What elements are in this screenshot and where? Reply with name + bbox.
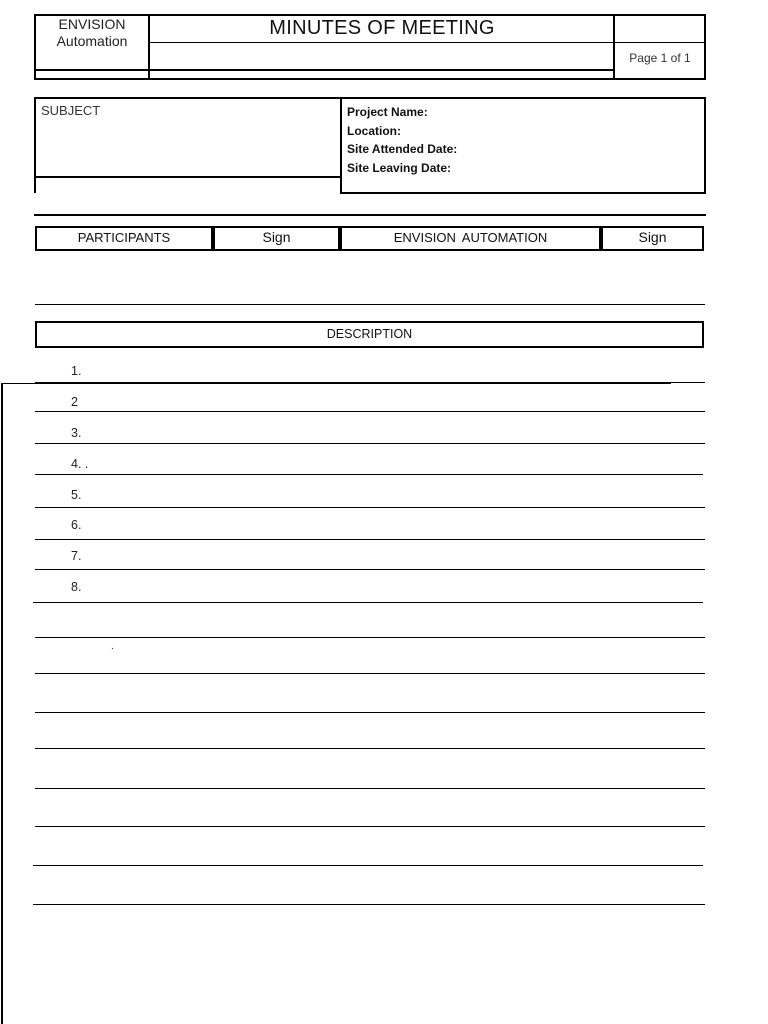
ruled-line [35, 637, 705, 638]
header-bottom-inner [35, 69, 614, 71]
project-info-bottom [340, 192, 706, 194]
participants-row-rule [35, 304, 705, 305]
subject-divider [340, 97, 342, 193]
subject-left-border [34, 97, 36, 193]
site-leaving-date-label: Site Leaving Date: [347, 160, 452, 175]
ruled-line [33, 602, 703, 603]
ruled-line [35, 443, 705, 444]
company-name [36, 16, 148, 50]
item-number-4: 4. . [71, 457, 89, 471]
project-name-label: Project Name: [347, 105, 428, 119]
ruled-line [35, 673, 705, 674]
item-number-8: 8. [71, 580, 82, 594]
ruled-line [35, 411, 705, 412]
page-number: Page 1 of 1 [629, 51, 691, 65]
ruled-line [35, 474, 703, 475]
item-number-7: 7. [71, 549, 82, 563]
ruled-line [33, 904, 705, 905]
item-number-6: 6. [71, 518, 82, 532]
stray-mark: . [111, 641, 114, 652]
item-number-1: 1. [71, 364, 82, 378]
document-title: MINUTES OF MEETING [269, 17, 495, 39]
item-number-5: 5. [71, 488, 82, 502]
item-number-2: 2 [71, 395, 78, 409]
site-attended-date-label: Site Attended Date: [347, 142, 458, 156]
location-label: Location: [347, 123, 401, 138]
subject-top-border [34, 97, 706, 99]
left-margin-line [1, 383, 3, 1024]
participants-header: PARTICIPANTS [35, 226, 213, 251]
left-margin-top [1, 383, 671, 384]
subject-right-border [704, 97, 706, 194]
subject-label: SUBJECT [41, 103, 101, 118]
company-line-2: Automation [56, 33, 128, 49]
subject-inner-bottom [34, 176, 342, 178]
participants-sign-header: Sign [213, 226, 340, 251]
ruled-line [35, 826, 705, 827]
company-line-1: ENVISION [58, 16, 126, 32]
envision-automation-header: ENVISION AUTOMATION [340, 226, 601, 251]
ruled-line [35, 748, 705, 749]
ruled-line [35, 712, 705, 713]
participants-top-rule [34, 214, 706, 216]
header-midline [149, 42, 705, 43]
ruled-line [35, 382, 705, 383]
description-header: DESCRIPTION [35, 321, 704, 348]
ruled-line [35, 569, 705, 570]
project-info [347, 103, 457, 177]
item-number-3: 3. [71, 426, 82, 440]
envision-sign-header: Sign [601, 226, 704, 251]
ruled-line [35, 788, 705, 789]
ruled-line [35, 539, 705, 540]
ruled-line [35, 507, 705, 508]
ruled-line [33, 865, 703, 866]
